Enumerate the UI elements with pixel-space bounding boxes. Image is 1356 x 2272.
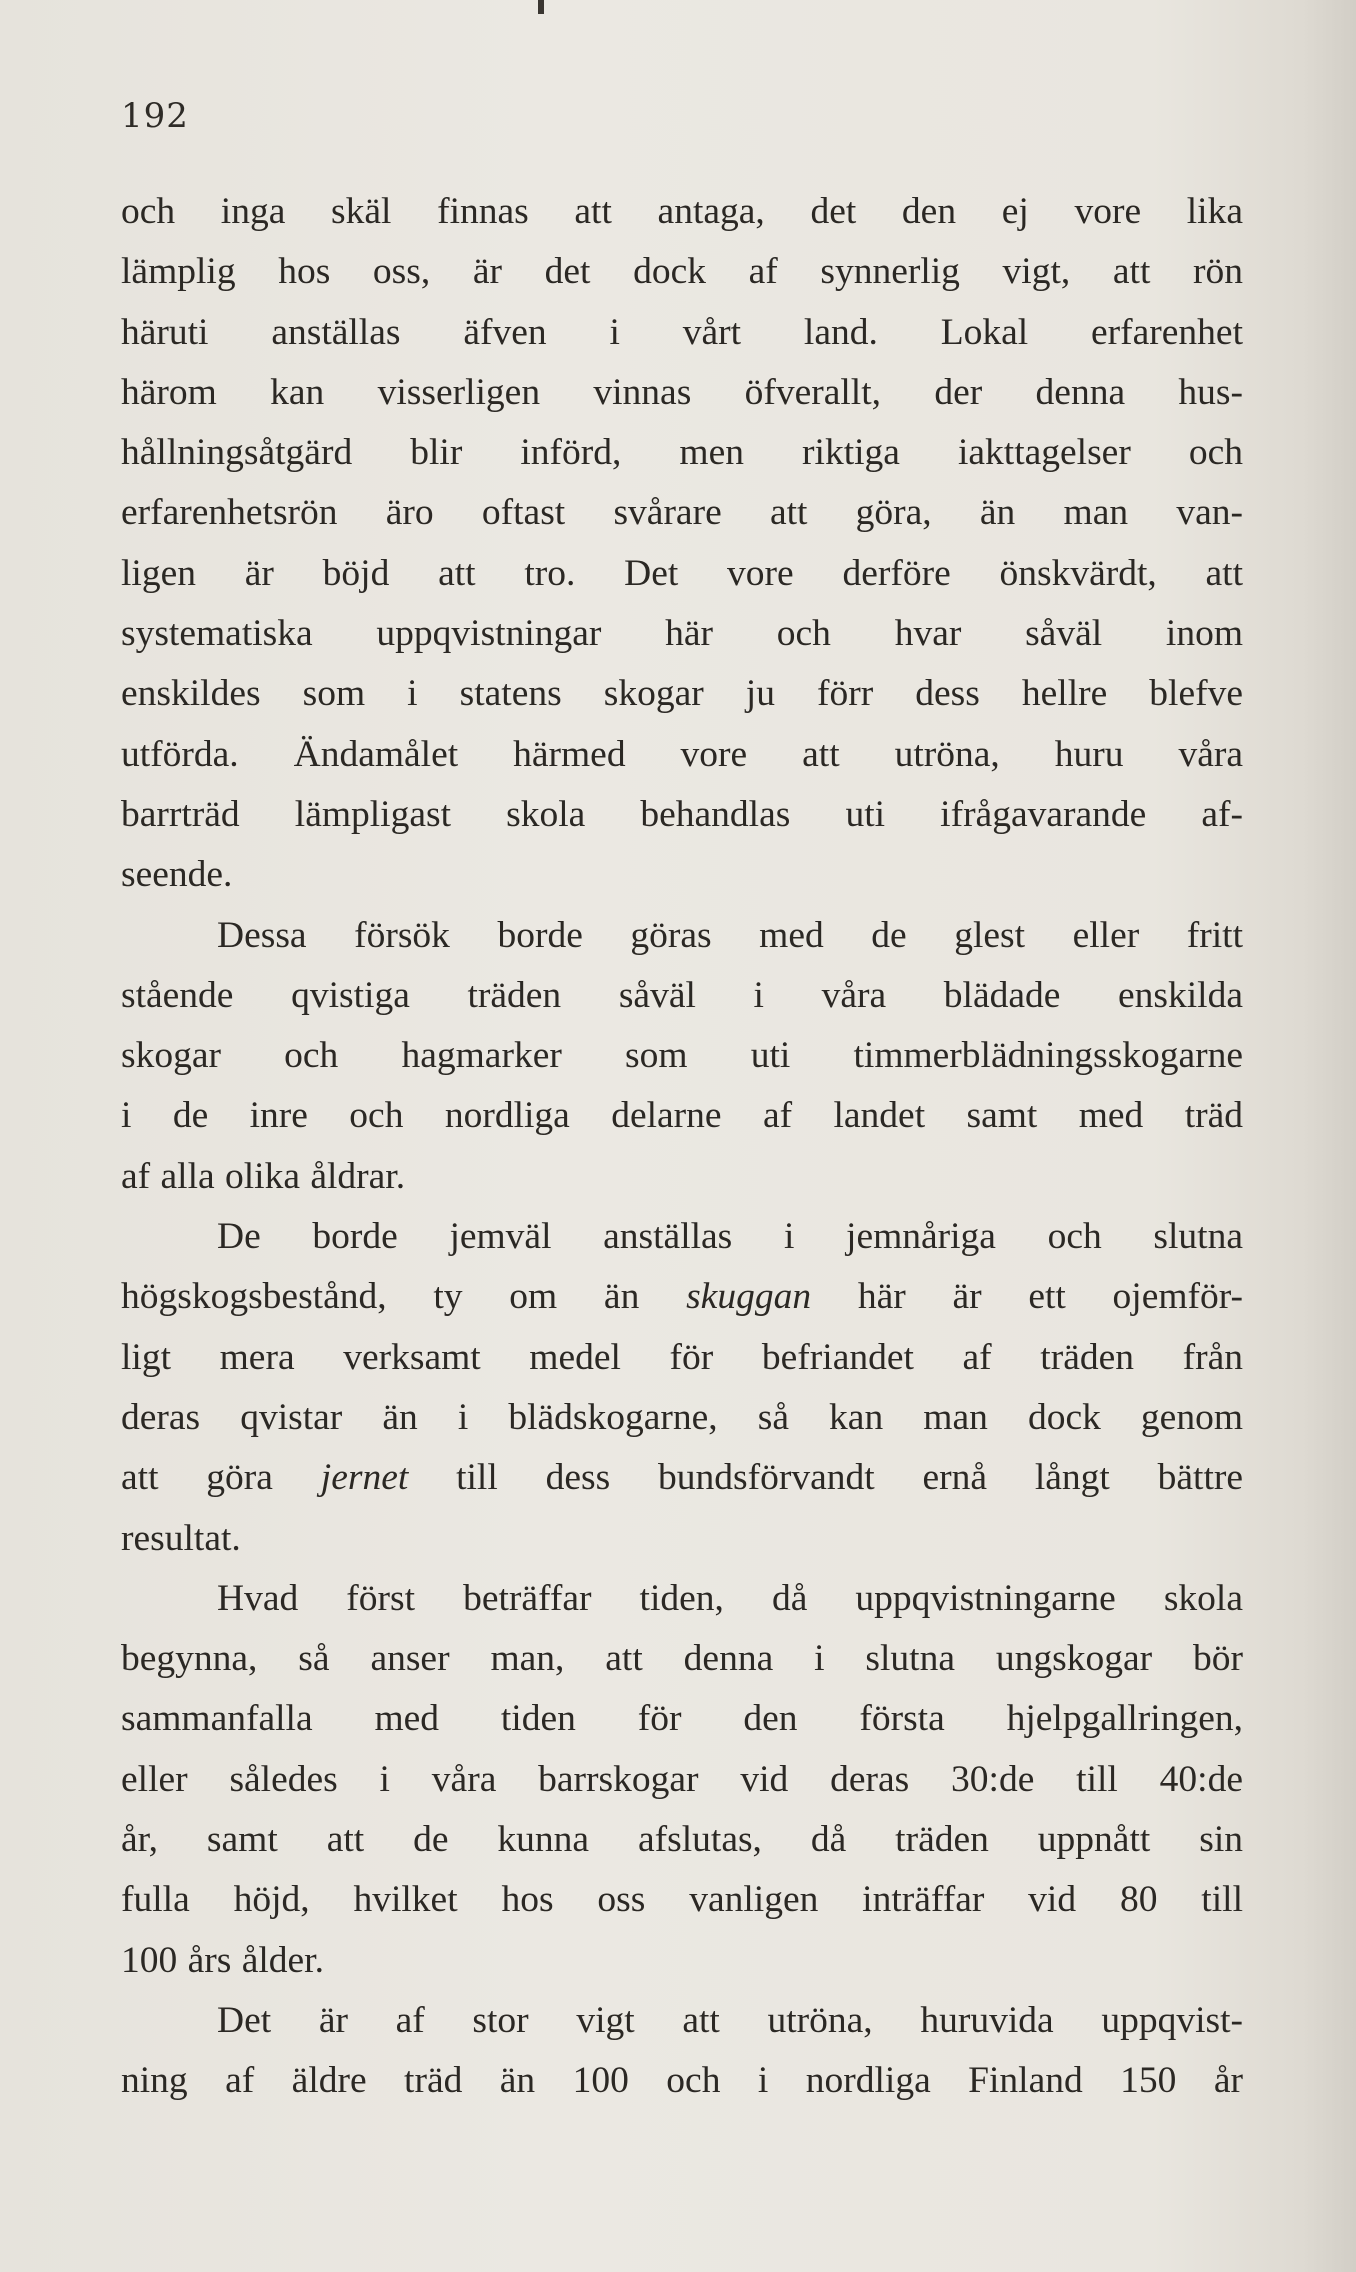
text-segment: här är ett ojemför-: [857, 1276, 1243, 1318]
emphasis-word: skuggan: [686, 1276, 812, 1318]
text-line: 100 års ålder.: [121, 1939, 324, 1981]
text-line: skogar och hagmarker som uti timmerblädningsskogarne: [121, 1035, 1243, 1077]
text-line: Det är af stor vigt att utröna, huruvida uppqvist-: [217, 1999, 1243, 2041]
text-line: fulla höjd, hvilket hos oss vanligen inträffar vid 80 till: [121, 1879, 1243, 1921]
emphasis-word: jernet: [320, 1457, 409, 1499]
text-segment: att göra: [121, 1457, 273, 1499]
text-line: ning af äldre träd än 100 och i nordliga Finland 150 år: [121, 2060, 1243, 2102]
text-line: systematiska uppqvistningar här och hvar såväl inom: [121, 613, 1243, 655]
binding-mark: [538, 0, 544, 14]
text-line: erfarenhetsrön äro oftast svårare att göra, än man van-: [121, 492, 1243, 534]
text-line: i de inre och nordliga delarne af landet samt med träd: [121, 1095, 1243, 1137]
text-line: ligt mera verksamt medel för befriandet af träden från: [121, 1336, 1243, 1378]
text-line: och inga skäl finnas att antaga, det den ej vore lika: [121, 191, 1243, 232]
text-line: af alla olika åldrar.: [121, 1155, 406, 1197]
text-line: härom kan visserligen vinnas öfverallt, der denna hus-: [121, 371, 1243, 413]
text-segment: till dess bundsförvandt ernå långt bättre: [456, 1457, 1243, 1499]
text-line: enskildes som i statens skogar ju förr dess hellre blefve: [121, 673, 1243, 715]
text-line: Hvad först beträffar tiden, då uppqvistningarne skola: [217, 1577, 1243, 1619]
text-line: begynna, så anser man, att denna i slutna ungskogar bör: [121, 1638, 1243, 1680]
text-line: stående qvistiga träden såväl i våra blädade enskilda: [121, 974, 1243, 1016]
text-line: Dessa försök borde göras med de glest eller fritt: [217, 914, 1243, 956]
text-line: [121, 1267, 1243, 1327]
text-line: ligen är böjd att tro. Det vore derföre önskvärdt, att: [121, 552, 1243, 594]
text-line: seende.: [121, 854, 233, 896]
text-line: hållningsåtgärd blir införd, men riktiga iakttagelser och: [121, 432, 1243, 474]
text-line: barrträd lämpligast skola behandlas uti ifrågavarande af-: [121, 793, 1243, 835]
text-line: år, samt att de kunna afslutas, då träden uppnått sin: [121, 1819, 1243, 1861]
page-number: 192: [121, 96, 189, 136]
text-line: deras qvistar än i blädskogarne, så kan man dock genom: [121, 1396, 1243, 1438]
text-line: resultat.: [121, 1517, 241, 1559]
text-line: sammanfalla med tiden för den första hjelpgallringen,: [121, 1698, 1243, 1740]
text-line: [121, 1448, 1243, 1508]
text-line: lämplig hos oss, är det dock af synnerlig vigt, att rön: [121, 251, 1243, 293]
body-text: [121, 182, 1243, 2112]
text-segment: högskogsbestånd, ty om än: [121, 1276, 640, 1318]
text-line: eller således i våra barrskogar vid deras 30:de till 40:de: [121, 1758, 1243, 1800]
text-line: häruti anställas äfven i vårt land. Lokal erfarenhet: [121, 311, 1243, 353]
text-line: De borde jemväl anställas i jemnåriga och slutna: [217, 1216, 1243, 1258]
text-line: utförda. Ändamålet härmed vore att utröna, huru våra: [121, 733, 1243, 775]
